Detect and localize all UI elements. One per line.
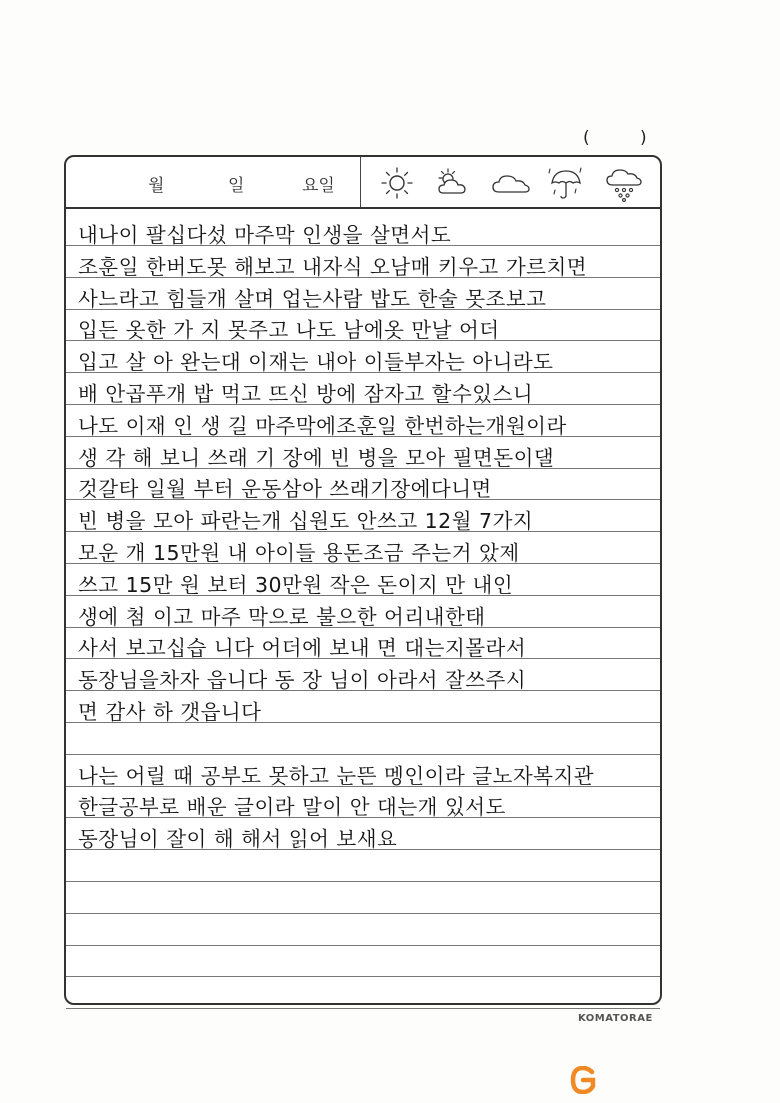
handwritten-line: 사서 보고십습 니다 어더에 보내 면 대는지몰라서 [78, 636, 527, 661]
handwritten-line: 조훈일 한버도못 해보고 내자식 오남매 키우고 가르치면 [78, 254, 588, 279]
handwritten-line: 나도 이재 인 생 길 마주막에조훈일 한번하는개원이라 [78, 413, 567, 438]
ruled-line [66, 754, 660, 755]
handwritten-line: 생 각 해 보니 쓰래 기 장에 빈 병을 모아 필면돈이댈 [78, 445, 555, 470]
handwritten-line: 것갈타 일월 부터 운동삼아 쓰래기장에다니면 [78, 477, 492, 502]
handwritten-line: 쓰고 15만 원 보터 30만원 작은 돈이지 만 내인 [78, 572, 514, 597]
ruled-line [66, 1008, 660, 1009]
handwritten-line: 동장님을차자 읍니다 동 장 님이 아라서 잘쓰주시 [78, 668, 527, 693]
handwritten-line: 면 감사 하 갯읍니다 [78, 700, 262, 724]
weekday-label: 요일 [302, 176, 335, 196]
handwritten-line: 입든 옷한 가 지 못주고 나도 남에옷 만날 어더 [78, 318, 500, 343]
parenthesis-close: ) [640, 128, 647, 148]
partly-cloudy-icon [434, 166, 472, 200]
diary-sheet [64, 155, 662, 1005]
ruled-line [66, 881, 660, 882]
handwritten-line: 나는 어릴 때 공부도 못하고 눈뜬 멩인이라 글노자복지관 [78, 763, 595, 788]
month-label: 월 [148, 176, 165, 196]
g-logo-icon [570, 1066, 596, 1094]
ruled-line [66, 976, 660, 977]
handwritten-line: 배 안곱푸개 밥 먹고 뜨신 방에 잠자고 할수있스니 [78, 382, 534, 406]
rain-umbrella-icon [546, 166, 586, 202]
ruled-line [66, 945, 660, 946]
handwritten-line: 내나이 팔십다섰 마주막 인생을 살면서도 [78, 223, 452, 247]
date-area [66, 157, 361, 207]
diary-header [66, 157, 660, 209]
brand-label: KOMATORAE [578, 1013, 653, 1024]
handwritten-line: 사느라고 힘들개 살며 업는사람 밥도 한술 못조보고 [78, 286, 547, 311]
cloud-icon [490, 166, 532, 200]
handwritten-line: 빈 병을 모아 파란는개 십원도 안쓰고 12월 7가지 [78, 509, 534, 534]
sun-icon [380, 166, 414, 200]
handwritten-line: 입고 살 아 완는대 이재는 내아 이들부자는 아니라도 [78, 350, 554, 375]
handwritten-line: 동장님이 잘이 해 해서 읽어 보새요 [78, 827, 398, 852]
day-label: 일 [228, 176, 245, 196]
handwritten-line: 한글공부로 배운 글이라 말이 안 대는개 있서도 [78, 795, 506, 820]
snow-icon [604, 166, 644, 202]
parenthesis-open: ( [583, 128, 590, 148]
handwritten-line: 모운 개 15만원 내 아이들 용돈조금 주는거 았제 [78, 541, 520, 565]
handwritten-line: 생에 첨 이고 마주 막으로 불으한 어리내한태 [78, 604, 486, 629]
ruled-line [66, 913, 660, 914]
